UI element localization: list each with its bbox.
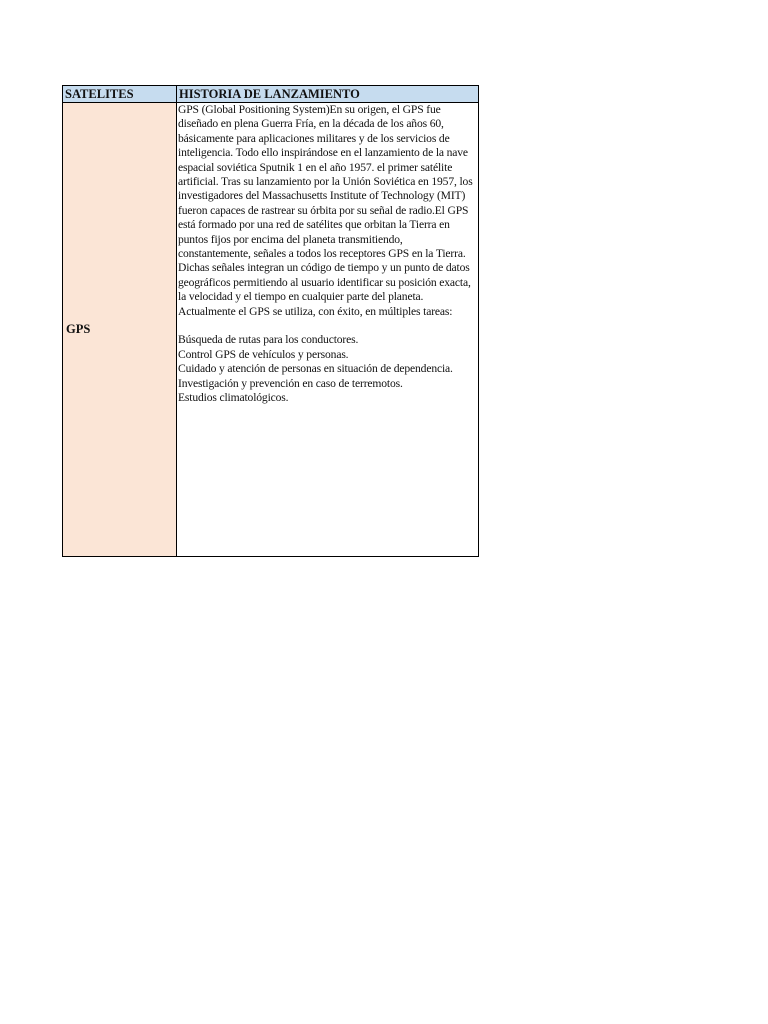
header-history[interactable]: HISTORIA DE LANZAMIENTO (177, 86, 479, 103)
history-paragraph: GPS (Global Positioning System)En su origen, el GPS fue diseñado en plena Guerra Fría, en la década de los años 60, básicamente para aplicaciones militares y de los servicios de inteligencia. Todo ello inspirándose en el lanzamiento de la nave espacial soviética Sputnik 1 en el año 1957. el primer satélite artificial. Tras su lanzamiento por la Unión Soviética en 1957, los investigadores del Massachusetts Institute of Technology (MIT) fueron capaces de rastrear su órbita por su señal de radio.El GPS está formado por una red de satélites que orbitan la Tierra en puntos fijos por encima del planeta transmitiendo, constantemente, señales a todos los receptores GPS en la Tierra. Dichas señales integran un código de tiempo y un punto de datos geográficos permitiendo al usuario identificar su posición exacta, la velocidad y el tiempo en cualquier parte del planeta. Actualmente el GPS se utiliza, con éxito, en múltiples tareas: (178, 103, 473, 318)
header-satellites[interactable]: SATELITES (63, 86, 177, 103)
task-item-1: Búsqueda de rutas para los conductores. (178, 333, 359, 347)
task-item-3: Cuidado y atención de personas en situación de dependencia. (178, 362, 453, 376)
task-item-4: Investigación y prevención en caso de terremotos. (178, 376, 403, 390)
task-item-2: Control GPS de vehículos y personas. (178, 347, 349, 361)
history-cell[interactable] (177, 103, 479, 557)
header-row (63, 86, 479, 103)
blank-line (178, 319, 477, 333)
table-row (63, 103, 479, 557)
satellites-table (62, 85, 479, 557)
satellite-name-cell[interactable]: GPS (63, 103, 177, 557)
task-item-5: Estudios climatológicos. (178, 391, 289, 405)
